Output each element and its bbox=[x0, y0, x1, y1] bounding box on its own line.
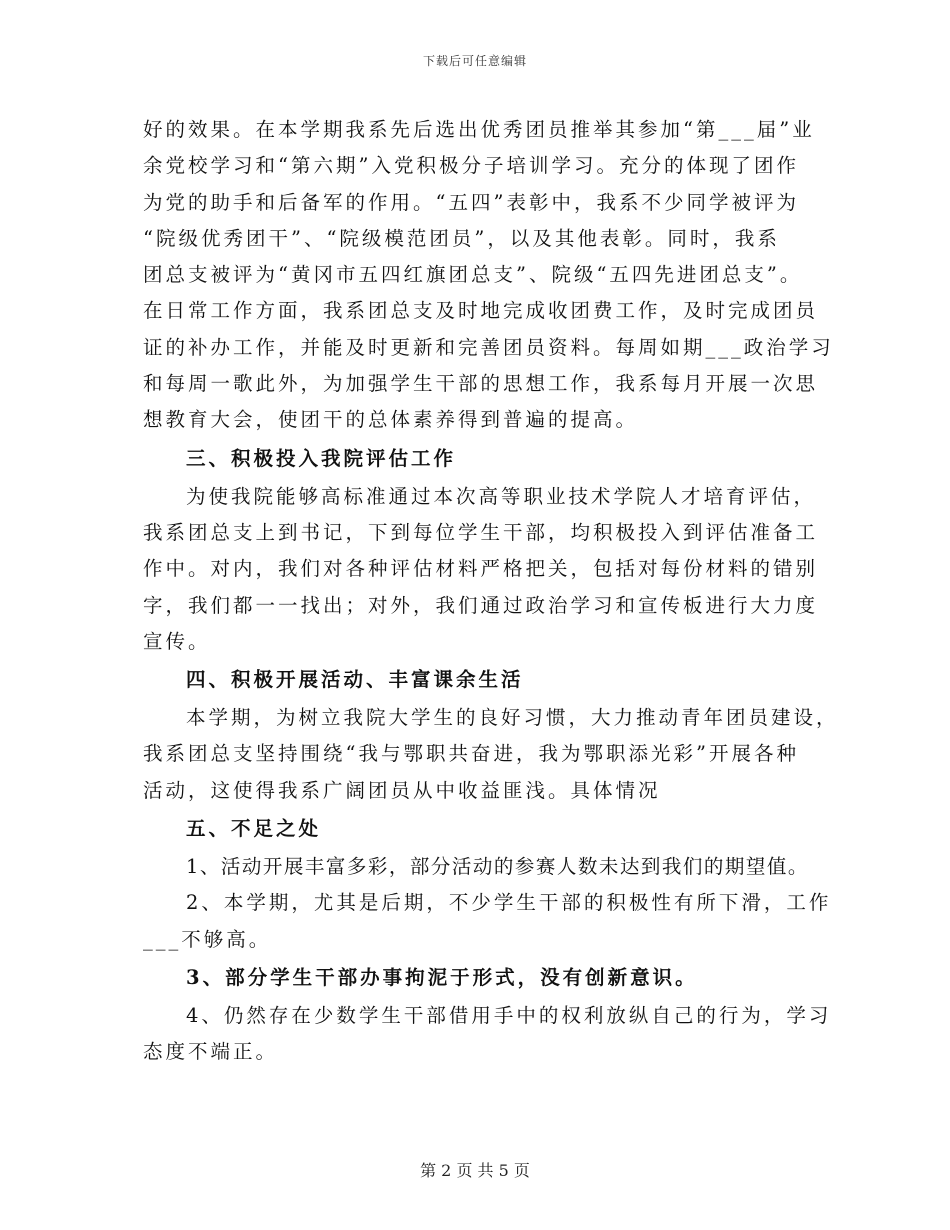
list-item-4: 4、仍然存在少数学生干部借用手中的权利放纵自己的行为，学习 bbox=[186, 1003, 832, 1027]
section-heading-4: 四、积极开展活动、丰富课余生活 bbox=[186, 668, 524, 692]
paragraph-section-3 bbox=[143, 479, 823, 660]
page-number: 第 2 页 共 5 页 bbox=[420, 1161, 530, 1180]
text-line: “院级优秀团干”、“院级模范团员”，以及其他表彰。同时，我系 bbox=[143, 226, 780, 250]
text-line: 为使我院能够高标准通过本次高等职业技术学院人才培育评估， bbox=[186, 484, 817, 508]
text-line: 在日常工作方面，我系团总支及时地完成收团费工作，及时完成团员 bbox=[143, 299, 819, 323]
text-line: 证的补办工作，并能及时更新和完善团员资料。每周如期___政治学习 bbox=[143, 335, 834, 359]
page-header: 下载后可任意编辑 bbox=[422, 54, 527, 68]
list-item-3: 3、部分学生干部办事拘泥于形式，没有创新意识。 bbox=[186, 965, 698, 989]
list-item-4-continuation: 态度不端正。 bbox=[143, 1040, 279, 1064]
text-line: 我系团总支坚持围绕“我与鄂职共奋进，我为鄂职添光彩”开展各种 bbox=[143, 742, 799, 766]
paragraph-section-4 bbox=[143, 700, 839, 809]
text-line: 为党的助手和后备军的作用。“五四”表彰中，我系不少同学被评为 bbox=[143, 190, 799, 214]
text-line: 宣传。 bbox=[143, 629, 211, 653]
shortcomings-list bbox=[143, 849, 832, 1070]
paragraph-continuation bbox=[143, 112, 834, 439]
section-heading-5: 五、不足之处 bbox=[186, 817, 322, 841]
text-line: 作中。对内，我们对各种评估材料严格把关，包括对每份材料的错别 bbox=[143, 557, 819, 581]
text-line: 本学期，为树立我院大学生的良好习惯，大力推动青年团员建设， bbox=[186, 706, 839, 730]
text-line: 和每周一歌此外，为加强学生干部的思想工作，我系每月开展一次思 bbox=[143, 372, 819, 396]
list-item-2-continuation: ___不够高。 bbox=[143, 927, 272, 951]
text-line: 好的效果。在本学期我系先后选出优秀团员推举其参加“第___届”业 bbox=[143, 118, 815, 141]
text-line: 活动，这使得我系广阔团员从中收益匪浅。具体情况 bbox=[143, 778, 661, 802]
list-item-1: 1、活动开展丰富多彩，部分活动的参赛人数未达到我们的期望值。 bbox=[186, 855, 809, 879]
text-line: 余党校学习和“第六期”入党积极分子培训学习。充分的体现了团作 bbox=[143, 154, 799, 178]
list-item-2: 2、本学期，尤其是后期，不少学生干部的积极性有所下滑，工作 bbox=[186, 891, 832, 915]
section-heading-3: 三、积极投入我院评估工作 bbox=[186, 446, 457, 470]
text-line: 团总支被评为“黄冈市五四红旗团总支”、院级“五四先进团总支”。 bbox=[143, 263, 803, 287]
text-line: 想教育大会，使团干的总体素养得到普遍的提高。 bbox=[143, 408, 639, 432]
text-line: 我系团总支上到书记，下到每位学生干部，均积极投入到评估准备工 bbox=[143, 520, 819, 544]
text-line: 字，我们都一一找出；对外，我们通过政治学习和宣传板进行大力度 bbox=[143, 593, 819, 617]
document-body bbox=[143, 112, 839, 1071]
